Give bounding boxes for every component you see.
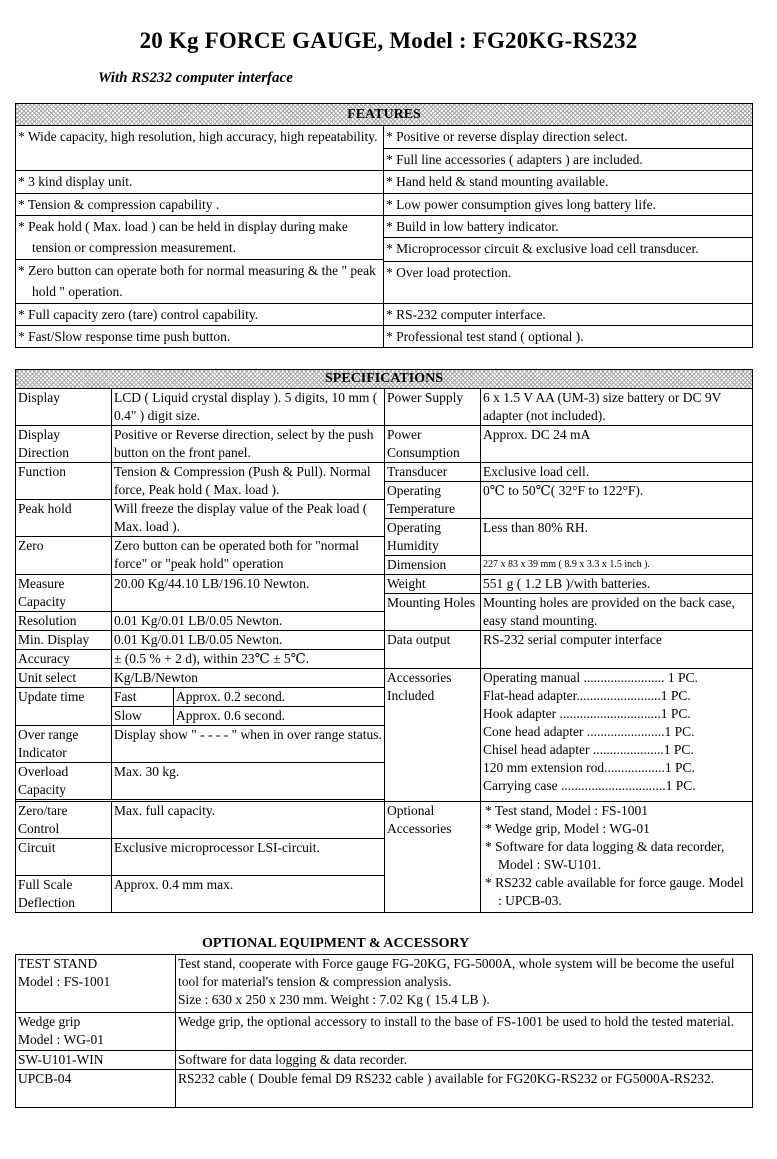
spec-label: Over range Indicator bbox=[16, 726, 112, 763]
spec-value: Max. 30 kg. bbox=[112, 763, 385, 800]
spec-label: Power Supply bbox=[385, 389, 481, 426]
feature-left-5: * Zero button can operate both for normal measuring & the " peak hold " operation. bbox=[16, 259, 384, 303]
spec-value: Less than 80% RH. bbox=[481, 519, 753, 556]
specifications-header: SPECIFICATIONS bbox=[16, 370, 753, 389]
optional-accessory-item: * RS232 cable available for force gauge. Model : UPCB-03. bbox=[485, 875, 744, 908]
equipment-name: TEST STAND bbox=[18, 956, 98, 971]
spec-label: Mounting Holes bbox=[385, 594, 481, 631]
update-slow-value: Approx. 0.6 second. bbox=[174, 707, 385, 726]
spec-label: Circuit bbox=[16, 839, 112, 876]
feature-right-4: * Low power consumption gives long battery life. bbox=[384, 193, 753, 215]
feature-left-6: * Full capacity zero (tare) control capability. bbox=[16, 303, 384, 325]
spec-label: Zero bbox=[16, 537, 112, 575]
spec-label: Display bbox=[16, 389, 112, 426]
specifications-table bbox=[15, 369, 753, 913]
feature-left-4: * Peak hold ( Max. load ) can be held in display during make tension or compression measurement. bbox=[16, 216, 384, 260]
feature-left-2: * 3 kind display unit. bbox=[16, 171, 384, 193]
feature-right-3: * Hand held & stand mounting available. bbox=[384, 171, 753, 193]
spec-label: Accessories Included bbox=[385, 669, 481, 802]
spec-value: Exclusive load cell. bbox=[481, 463, 753, 482]
spec-value: Approx. 0.4 mm max. bbox=[112, 876, 385, 913]
equipment-name: SW-U101-WIN bbox=[16, 1051, 176, 1070]
accessory-item: 120 mm extension rod..................1 PC. bbox=[483, 760, 695, 775]
spec-label: Weight bbox=[385, 575, 481, 594]
spec-label: Display Direction bbox=[16, 426, 112, 463]
spec-label: Unit select bbox=[16, 669, 112, 688]
spec-value: 20.00 Kg/44.10 LB/196.10 Newton. bbox=[112, 575, 385, 612]
spec-label: Min. Display bbox=[16, 631, 112, 650]
spec-value: 0.01 Kg/0.01 LB/0.05 Newton. bbox=[112, 631, 385, 650]
spec-value: Kg/LB/Newton bbox=[112, 669, 385, 688]
spec-value: Max. full capacity. bbox=[112, 802, 385, 839]
spec-value: Exclusive microprocessor LSI-circuit. bbox=[112, 839, 385, 876]
spec-label: Full Scale Deflection bbox=[16, 876, 112, 913]
optional-accessory-item: * Software for data logging & data recorder, Model : SW-U101. bbox=[485, 839, 725, 872]
spec-value: 6 x 1.5 V AA (UM-3) size battery or DC 9V adapter (not included). bbox=[481, 389, 753, 426]
feature-right-5: * Build in low battery indicator. bbox=[384, 216, 753, 238]
update-fast-value: Approx. 0.2 second. bbox=[174, 688, 385, 707]
equipment-desc-cell bbox=[176, 955, 753, 1013]
optional-accessory-item: * Wedge grip, Model : WG-01 bbox=[485, 821, 650, 836]
feature-right-1: * Positive or reverse display direction select. bbox=[384, 126, 753, 148]
page-title: 20 Kg FORCE GAUGE, Model : FG20KG-RS232 bbox=[139, 28, 638, 53]
equipment-model: Model : WG-01 bbox=[18, 1032, 104, 1047]
optional-accessories-list bbox=[481, 802, 753, 913]
spec-value: LCD ( Liquid crystal display ). 5 digits, 10 mm ( 0.4" ) digit size. bbox=[112, 389, 385, 426]
spec-label: Accuracy bbox=[16, 650, 112, 669]
spec-label: Operating Humidity bbox=[385, 519, 481, 556]
equipment-name: UPCB-04 bbox=[16, 1070, 176, 1108]
spec-value: 0.01 Kg/0.01 LB/0.05 Newton. bbox=[112, 612, 385, 631]
update-slow-label: Slow bbox=[112, 707, 174, 726]
equipment-desc: RS232 cable ( Double femal D9 RS232 cable ) available for FG20KG-RS232 or FG5000A-RS232. bbox=[176, 1070, 753, 1108]
accessory-item: Carrying case ...............................1 PC. bbox=[483, 778, 696, 793]
equipment-name-cell bbox=[16, 1013, 176, 1051]
accessories-list bbox=[481, 669, 753, 802]
spec-label: Function bbox=[16, 463, 112, 500]
feature-left-7: * Fast/Slow response time push button. bbox=[16, 326, 384, 348]
optional-accessory-item: * Test stand, Model : FS-1001 bbox=[485, 803, 649, 818]
spec-label: Update time bbox=[16, 688, 112, 726]
accessory-item: Flat-head adapter.........................1 PC. bbox=[483, 688, 691, 703]
spec-label: Transducer bbox=[385, 463, 481, 482]
spec-label: Data output bbox=[385, 631, 481, 669]
spec-value: Approx. DC 24 mA bbox=[481, 426, 753, 463]
spec-label: Power Consumption bbox=[385, 426, 481, 463]
spec-value: 551 g ( 1.2 LB )/with batteries. bbox=[481, 575, 753, 594]
feature-right-7: * Over load protection. bbox=[384, 261, 753, 303]
accessory-item: Cone head adapter .......................1 PC. bbox=[483, 724, 695, 739]
equipment-name-cell bbox=[16, 955, 176, 1013]
spec-label: Operating Temperature bbox=[385, 482, 481, 519]
spec-label: Zero/tare Control bbox=[16, 802, 112, 839]
spec-value: Will freeze the display value of the Peak load ( Max. load ). bbox=[112, 500, 385, 537]
spec-label: Peak hold bbox=[16, 500, 112, 537]
spec-value: ± (0.5 % + 2 d), within 23℃ ± 5℃. bbox=[112, 650, 385, 669]
accessory-item: Hook adapter ..............................1 PC. bbox=[483, 706, 691, 721]
feature-right-8: * RS-232 computer interface. bbox=[384, 303, 753, 325]
equipment-model: Model : FS-1001 bbox=[18, 974, 111, 989]
spec-label: Overload Capacity bbox=[16, 763, 112, 800]
feature-right-2: * Full line accessories ( adapters ) are included. bbox=[384, 148, 753, 170]
page-subtitle: With RS232 computer interface bbox=[98, 70, 293, 86]
equipment-desc: Software for data logging & data recorder. bbox=[176, 1051, 753, 1070]
spec-value: Display show " - - - - " when in over range status. bbox=[112, 726, 385, 763]
spec-label: Resolution bbox=[16, 612, 112, 631]
equipment-name: Wedge grip bbox=[18, 1014, 81, 1029]
feature-left-3: * Tension & compression capability . bbox=[16, 193, 384, 215]
optional-equipment-table bbox=[15, 954, 753, 1108]
spec-label: Measure Capacity bbox=[16, 575, 112, 612]
equipment-desc: Wedge grip, the optional accessory to install to the base of FS-1001 be used to hold the tested material. bbox=[176, 1013, 753, 1051]
feature-left-1: * Wide capacity, high resolution, high accuracy, high repeatability. bbox=[16, 126, 384, 171]
features-header: FEATURES bbox=[16, 104, 753, 126]
equipment-desc-size: Size : 630 x 250 x 230 mm. Weight : 7.02 Kg ( 15.4 LB ). bbox=[178, 992, 490, 1007]
feature-right-6: * Microprocessor circuit & exclusive load cell transducer. bbox=[384, 238, 753, 261]
spec-label: Dimension bbox=[385, 556, 481, 575]
spec-value: RS-232 serial computer interface bbox=[481, 631, 753, 669]
spec-value: Positive or Reverse direction, select by the push button on the front panel. bbox=[112, 426, 385, 463]
feature-right-9: * Professional test stand ( optional ). bbox=[384, 326, 753, 348]
spec-value: 227 x 83 x 39 mm ( 8.9 x 3.3 x 1.5 inch ). bbox=[481, 556, 753, 575]
accessory-item: Chisel head adapter .....................1 PC. bbox=[483, 742, 694, 757]
update-fast-label: Fast bbox=[112, 688, 174, 707]
spec-value: Zero button can be operated both for "normal force" or "peak hold" operation bbox=[112, 537, 385, 575]
spec-value: 0℃ to 50℃( 32°F to 122°F). bbox=[481, 482, 753, 519]
spec-value: Tension & Compression (Push & Pull). Normal force, Peak hold ( Max. load ). bbox=[112, 463, 385, 500]
features-table bbox=[15, 103, 753, 348]
spec-value: Mounting holes are provided on the back case, easy stand mounting. bbox=[481, 594, 753, 631]
optional-equipment-title: OPTIONAL EQUIPMENT & ACCESSORY bbox=[202, 936, 470, 951]
equipment-desc: Test stand, cooperate with Force gauge FG-20KG, FG-5000A, whole system will be become the useful tool for material's tension & compression analysis. bbox=[178, 956, 735, 989]
spec-label: Optional Accessories bbox=[385, 802, 481, 913]
accessory-item: Operating manual ........................ 1 PC. bbox=[483, 670, 698, 685]
